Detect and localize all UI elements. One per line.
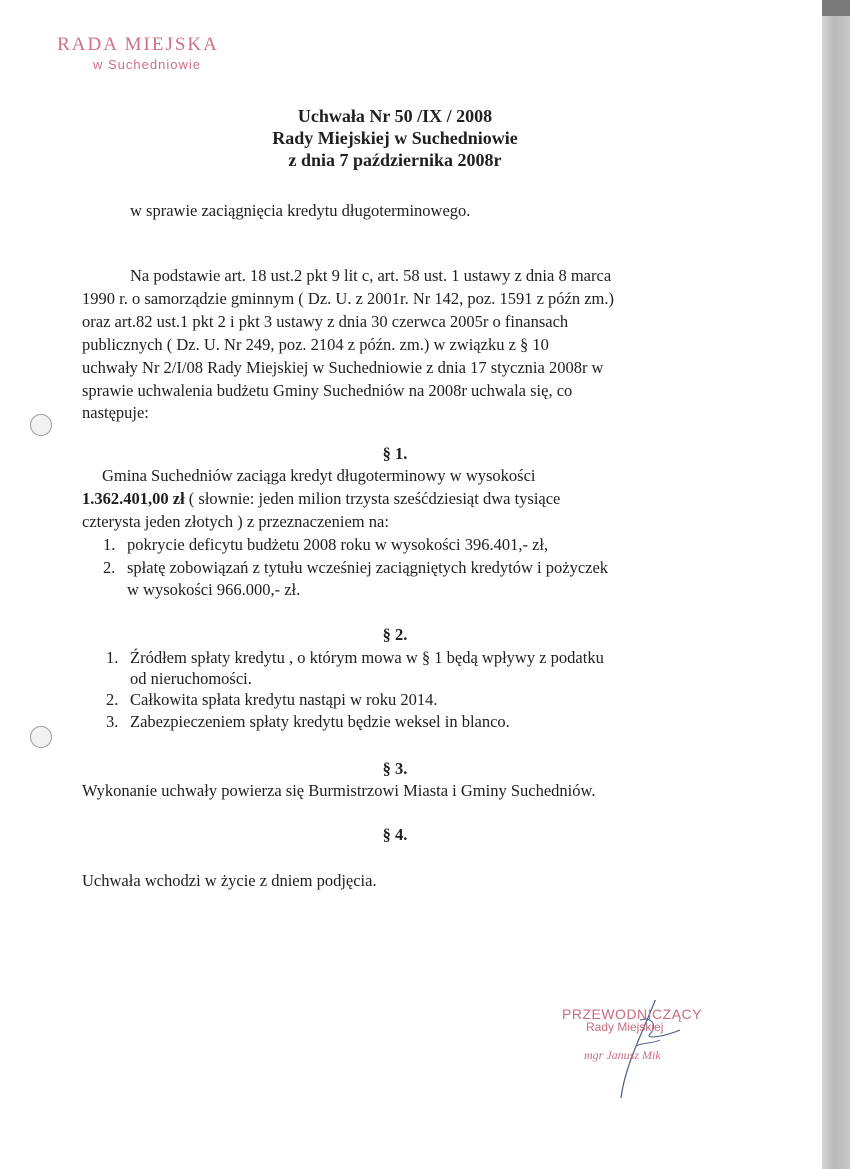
signature-subtitle: Rady Miejskiej [586,1020,664,1034]
signature-name: mgr Janusz Mik [584,1048,661,1062]
resolution-subject: w sprawie zaciągnięcia kredytu długoterminowego. [130,201,471,220]
punch-hole-bottom [30,726,52,748]
section-1-line [82,489,560,509]
section-1-line: czterysta jeden złotych ) z przeznaczeniem na: [82,512,389,531]
section-2-title: § 2. [382,625,408,644]
list-item-continuation: w wysokości 966.000,- zł. [127,580,301,599]
council-name: Rady Miejskiej w Suchedniowie [272,128,518,148]
preamble-line: Na podstawie art. 18 ust.2 pkt 9 lit c, art. 58 ust. 1 ustawy z dnia 8 marca [130,266,612,285]
preamble-line: oraz art.82 ust.1 pkt 2 i pkt 3 ustawy z dnia 30 czerwca 2005r o finansach [82,312,569,331]
list-item-text: pokrycie deficytu budżetu 2008 roku w wysokości 396.401,- zł, [127,535,549,554]
signature-title: PRZEWODNICZĄCY [562,1006,702,1022]
list-item-number: 1. [103,535,116,554]
punch-hole-top [30,414,52,436]
list-item-number: 2. [106,690,119,709]
section-1-title: § 1. [382,444,408,463]
amount-in-words: ( słownie: jeden milion trzysta sześćdziesiąt dwa tysiące [184,489,561,508]
scan-edge-top [822,0,850,16]
list-item-text: spłatę zobowiązań z tytułu wcześniej zaciągniętych kredytów i pożyczek [127,558,609,577]
preamble-line: sprawie uchwalenia budżetu Gminy Suchedniów na 2008r uchwala się, co [82,381,573,400]
resolution-date: z dnia 7 października 2008r [288,150,502,170]
preamble-line: uchwały Nr 2/I/08 Rady Miejskiej w Suchedniowie z dnia 17 stycznia 2008r w [82,358,604,377]
section-4-text: Uchwała wchodzi w życie z dniem podjęcia. [82,871,377,890]
loan-amount: 1.362.401,00 zł [82,489,185,508]
scan-edge [822,0,850,1169]
list-item-continuation: od nieruchomości. [130,669,252,688]
section-3-text: Wykonanie uchwały powierza się Burmistrzowi Miasta i Gminy Suchedniów. [82,781,596,800]
preamble-line: 1990 r. o samorządzie gminnym ( Dz. U. z 2001r. Nr 142, poz. 1591 z późn zm.) [82,289,615,308]
stamp-line-1: RADA MIEJSKA [57,34,219,55]
list-item-text: Całkowita spłata kredytu nastąpi w roku 2014. [130,690,438,709]
list-item-number: 1. [106,648,119,667]
list-item-number: 3. [106,712,119,731]
section-3-title: § 3. [382,759,408,778]
preamble-line: publicznych ( Dz. U. Nr 249, poz. 2104 z późn. zm.) w związku z § 10 [82,335,549,354]
list-item-text: Zabezpieczeniem spłaty kredytu będzie weksel in blanco. [130,712,510,731]
section-1-line: Gmina Suchedniów zaciąga kredyt długoterminowy w wysokości [102,466,536,485]
preamble-line: następuje: [82,403,149,422]
council-stamp [38,34,238,72]
list-item-text: Źródłem spłaty kredytu , o którym mowa w § 1 będą wpływy z podatku [130,648,604,667]
stamp-line-2: w Suchedniowie [93,57,201,72]
section-4-title: § 4. [382,825,408,844]
list-item-number: 2. [103,558,116,577]
resolution-number: Uchwała Nr 50 /IX / 2008 [297,106,493,126]
